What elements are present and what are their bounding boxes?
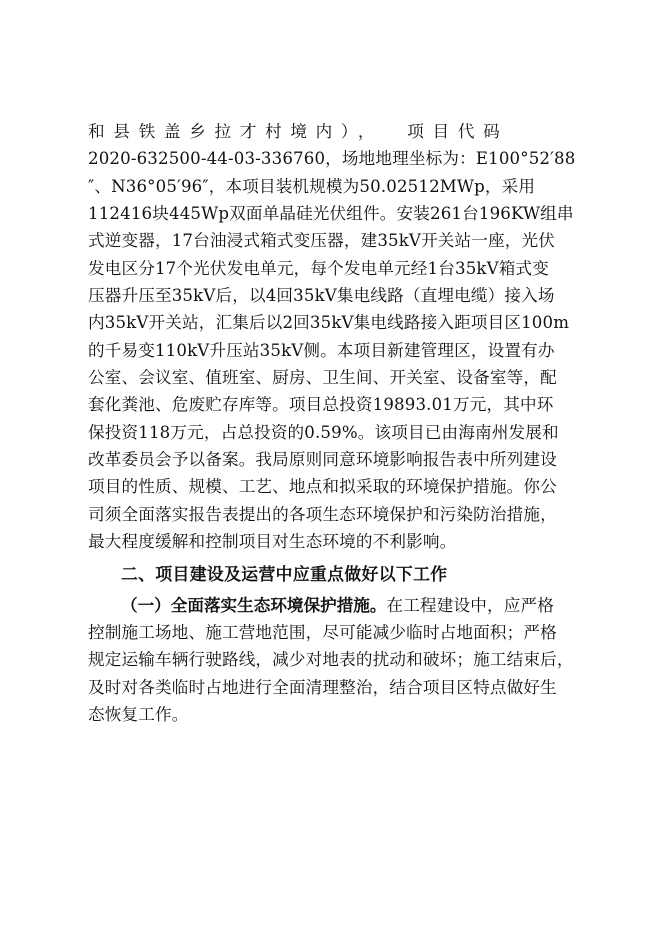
paragraph-line-1-part-b: 项目代码 (407, 122, 509, 141)
paragraph-line-15: 司须全面落实报告表提出的各项生态环境保护和污染防治措施， (88, 504, 557, 524)
paragraph-line-12: 保投资118万元，占总投资的0.59%。该项目已由海南州发展和 (88, 422, 559, 442)
document-body (88, 118, 584, 728)
subsection-line-4: 及时对各类临时占地进行全面清理整治，结合项目区特点做好生 (88, 677, 557, 697)
paragraph-line-1 (88, 118, 584, 145)
paragraph-line-6: 发电区分17个光伏发电单元，每个发电单元经1台35kV箱式变 (88, 258, 549, 278)
paragraph-line-11: 套化粪池、危废贮存库等。项目总投资19893.01万元，其中环 (88, 395, 554, 415)
paragraph-line-2: 2020-632500-44-03-336760，场地地理坐标为：E100°52′88 (88, 149, 576, 169)
paragraph-line-9: 的千易变110kV升压站35kV侧。本项目新建管理区，设置有办 (88, 340, 555, 360)
section-heading: 二、项目建设及运营中应重点做好以下工作 (121, 563, 448, 584)
subsection-line-2: 控制施工场地、施工营地范围，尽可能减少临时占地面积；严格 (88, 622, 557, 642)
paragraph-line-7: 压器升压至35kV后，以4回35kV集电线路（直埋电缆）接入场 (88, 286, 555, 306)
paragraph-line-3: ″、N36°05′96″，本项目装机规模为50.02512MWp，采用 (88, 176, 536, 196)
subsection-heading: （一）全面落实生态环境保护措施。 (121, 595, 387, 615)
paragraph-line-1-part-a: 和县铁盖乡拉才村境内）， (88, 122, 384, 141)
paragraph-line-4: 112416块445Wp双面单晶硅光伏组件。安装261台196KW组串 (88, 204, 574, 224)
subsection-line-1-text: 在工程建设中，应严格 (386, 595, 554, 615)
paragraph-line-5: 式逆变器，17台油浸式箱式变压器，建35kV开关站一座，光伏 (88, 231, 556, 251)
paragraph-line-13: 改革委员会予以备案。我局原则同意环境影响报告表中所列建设 (88, 450, 557, 470)
paragraph-line-10: 公室、会议室、值班室、厨房、卫生间、开关室、设备室等，配 (88, 368, 557, 388)
subsection-line-1 (88, 592, 584, 619)
subsection-line-3: 规定运输车辆行驶路线，减少对地表的扰动和破坏；施工结束后， (88, 650, 574, 670)
paragraph-line-8: 内35kV开关站，汇集后以2回35kV集电线路接入距项目区100m (88, 313, 570, 333)
subsection-line-5: 态恢复工作。 (88, 704, 189, 724)
paragraph-line-16: 最大程度缓解和控制项目对生态环境的不利影响。 (88, 532, 457, 552)
paragraph-line-14: 项目的性质、规模、工艺、地点和拟采取的环境保护措施。你公 (88, 477, 557, 497)
